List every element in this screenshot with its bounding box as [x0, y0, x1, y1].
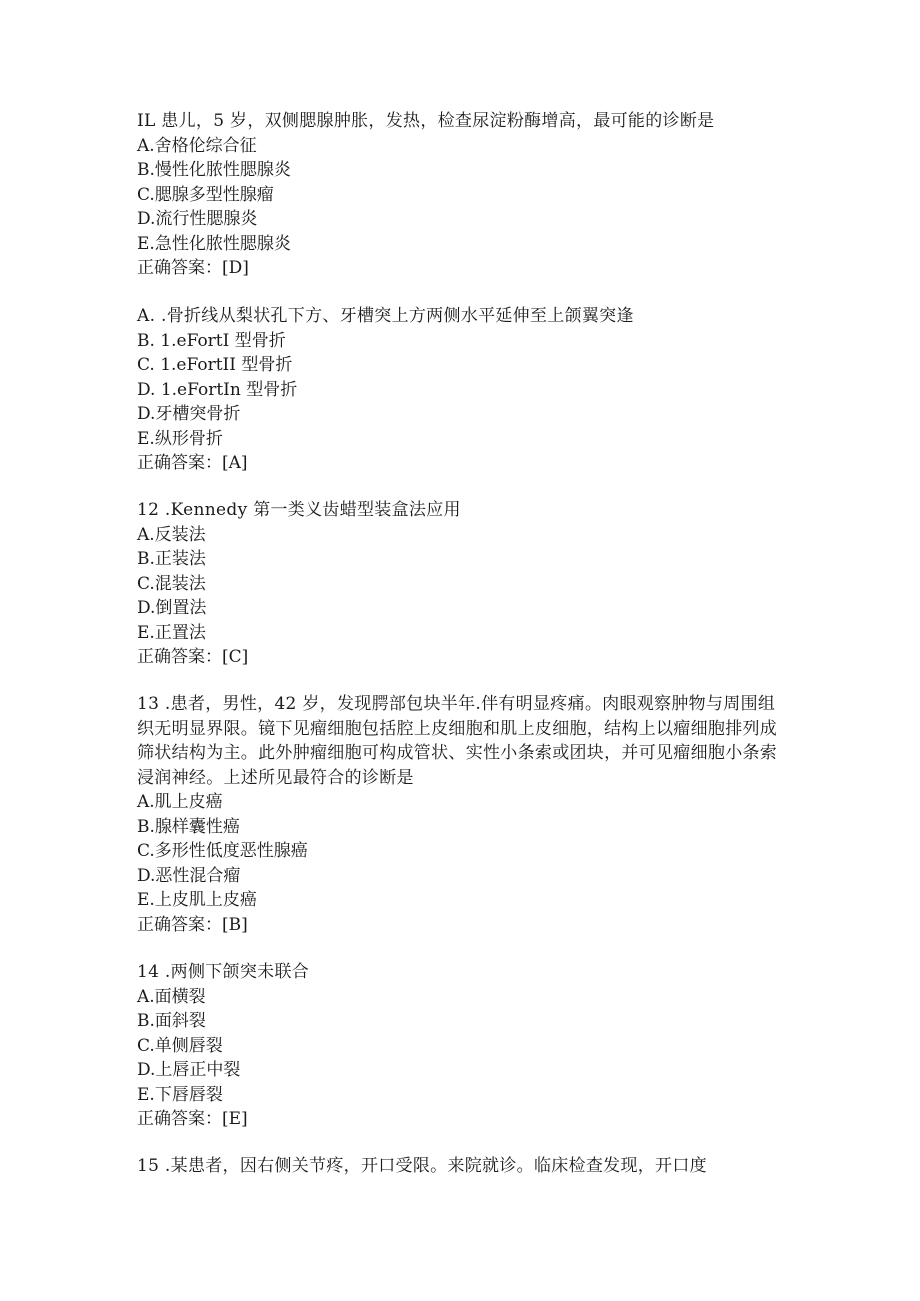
option-b: B. 1.eFortI 型骨折	[137, 330, 286, 351]
question-block	[137, 1154, 787, 1179]
question-stem: 13 .患者，男性，42 岁，发现腭部包块半年.伴有明显疼痛。肉眼观察肿物与周围组织无明显界限。镜下见瘤细胞包括腔上皮细胞和肌上皮细胞，结构上以瘤细胞排列成筛状结构为主。此外肿瘤细胞可构成管状、实性小条索或团块，并可见瘤细胞小条索浸润神经。上述所见最符合的诊断是	[137, 694, 778, 788]
option-b: B.腺样囊性癌	[137, 816, 240, 837]
question-stem: 12 .Kennedy 第一类义齿蜡型装盒法应用	[137, 500, 461, 520]
option-e: E.急性化脓性腮腺炎	[137, 233, 291, 254]
correct-answer: 正确答案：[D]	[137, 258, 249, 278]
question-block	[137, 109, 787, 281]
correct-answer: 正确答案：[B]	[137, 914, 248, 935]
correct-answer: 正确答案：[C]	[137, 647, 249, 667]
question-stem: IL 患儿，5 岁，双侧腮腺肿胀，发热，检查尿淀粉酶增高，最可能的诊断是	[137, 111, 715, 131]
option-e: E.上皮肌上皮癌	[137, 890, 257, 910]
option-c: C.混装法	[137, 573, 206, 594]
option-c: C. 1.eFortII 型骨折	[137, 355, 293, 375]
option-d: D.上唇正中裂	[137, 1060, 241, 1080]
question-block	[137, 498, 787, 670]
question-block	[137, 304, 787, 476]
option-a: A.舍格伦综合征	[137, 135, 257, 156]
option-a: A.肌上皮癌	[137, 792, 223, 812]
option-b: B.面斜裂	[137, 1011, 206, 1031]
question-stem: 15 .某患者，因右侧关节疼，开口受限。来院就诊。临床检查发现，开口度	[137, 1156, 707, 1176]
question-block	[137, 692, 787, 937]
option-b: B.正装法	[137, 549, 206, 569]
option-c: C.腮腺多型性腺瘤	[137, 184, 274, 205]
question-block	[137, 960, 787, 1132]
option-c: C.单侧唇裂	[137, 1035, 223, 1056]
option-d: D.流行性腮腺炎	[137, 209, 258, 229]
option-d: D.恶性混合瘤	[137, 865, 241, 886]
correct-answer: 正确答案：[E]	[137, 1109, 248, 1129]
option-a: A.面横裂	[137, 986, 206, 1007]
correct-answer: 正确答案：[A]	[137, 453, 248, 473]
option-d: D. 1.eFortIn 型骨折	[137, 379, 298, 400]
option-e: E.下唇唇裂	[137, 1084, 223, 1105]
option-b: B.慢性化脓性腮腺炎	[137, 160, 291, 180]
option-d: D.倒置法	[137, 598, 207, 618]
option-e: E.纵形骨折	[137, 428, 223, 449]
option-d: D.牙槽突骨折	[137, 404, 241, 424]
question-stem: A. .骨折线从梨状孔下方、牙槽突上方两侧水平延伸至上颌翼突逢	[137, 306, 634, 326]
option-a: A.反装法	[137, 524, 206, 545]
option-c: C.多形性低度恶性腺癌	[137, 841, 308, 861]
question-stem: 14 .两侧下颌突未联合	[137, 962, 310, 982]
option-e: E.正置法	[137, 622, 206, 643]
